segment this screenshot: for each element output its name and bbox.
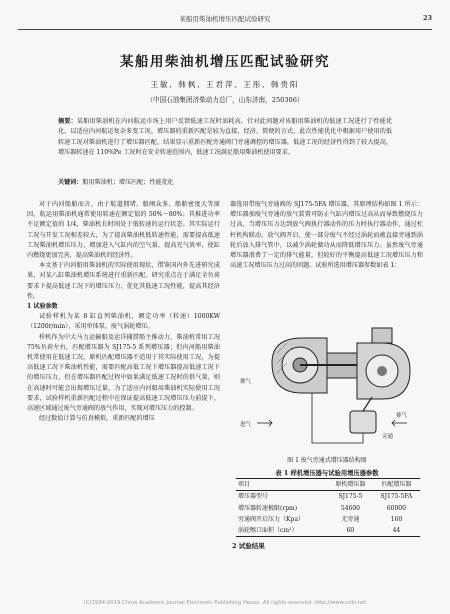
table-cell: 160 [390,515,403,523]
figure-caption: 图 1 废气旁通式增压器结构图 [287,457,367,464]
header-rule [18,29,432,30]
table-row [236,503,420,514]
table-header-cell: 原机增压器 [335,481,366,488]
body-paragraph: 器选用带废气旁通阀的 SJ175-5FA 增压器，其原理结构如图 1 所示：增压器加废气旁通的放气装置可防止气缸内增压过高从而导致燃烧压力过高，当增压压力达到放气阀执行器动作的压力时执行器动作，通过杠杆机构联动，放气阀开启，使一部分废气不经过涡轮而被直接旁通到涡轮后放入排气管中，以减少涡轮做功从而降低增压压力。虽然废气旁通增压器浪费了一定的排气能量，但较好的平衡提高低速工况增压压力和高速工况增压压力过高的问题。试验所选用增压器参数如表 1： [230,201,423,270]
figure-label-bypass: 旁通 [382,434,394,440]
intro-paragraph: 本文基于内河船用柴油机的实际使用现状，借鉴国内外先进研究成果，对某八缸柴油机增压系统进行重新匹配。研究重点在于满足全负荷要求下提高低速工况下的增压压力，优化其低速工况性能，提高其经济性。 [27,262,220,300]
keywords-label: 关键词： [58,179,83,186]
running-header [18,14,432,26]
parameter-table [236,478,420,537]
body-paragraph: 试验样机为某 8 缸直列柴油机，额定功率（转速）1000KW（1200r/min），采用单体泵，废气涡轮增压。 [27,313,220,331]
copyright-footer: (C)1994-2019 China Academic Journal Electronic Publishing House. All rights reserved. http://www.cnki.net [83,600,367,606]
table-cell: 44 [392,527,401,535]
paper-title: 某船用柴油机增压匹配试验研究 [120,54,330,70]
running-title: 某船用柴油机增压匹配试验研究 [179,15,271,23]
turbocharger-figure [232,323,422,453]
right-column [230,200,423,271]
affiliation: （中国石油集团济柴动力总厂，山东济南，250306） [146,96,304,104]
table-row [236,525,420,537]
left-column [27,200,220,424]
abstract [58,117,392,158]
table-header-cell: 匹配增压器 [381,481,412,488]
figure-label-exhaust: 排气 [396,413,408,419]
table-cell: 无旁通 [341,515,360,523]
table-cell: SJ175-5FA [380,493,413,501]
keywords [58,178,392,188]
table-cell: 旁通阀开启压力（Kpa） [238,515,304,523]
table-header-cell: 项目 [238,481,251,488]
intro-paragraph: 对于内河船舶而言，由于航道拥堵、船闸众多、船舶密度大等原因，航运用柴油机通常使用转速在额定值的 50%～80%；其推进功率不足额定值的 1/4，柴油机长时间处于低转速的运行状态。其实际运行工况与开发工况相差较大，为了提高柴油机低转速性能，需要提高低速工况柴油机增压压力，增加进入气缸内的空气量，提高充气效率，使缸内燃烧更加完善，提高柴油机的经济性。 [27,201,220,260]
table-cell: 增压器型号 [238,493,269,501]
keywords-text: 船用柴油机；增压匹配；性能优化 [82,179,174,186]
table-cell: 60 [346,527,355,535]
body-paragraph: 经过数值计算与仿真模拟，重新匹配的增压 [39,415,155,423]
section-2-heading: 2 试验结果 [232,542,265,550]
table-cell: 54600 [340,504,360,512]
table-cell: 涡轮喉口面积（cm²） [238,527,298,535]
table-cell: 60000 [386,504,406,512]
table-cell: 增压器转速极限(rpm) [238,504,298,512]
abstract-text: 某船用柴油机在内河航运市场上用户反馈低速工况时油耗高，针对此问题对该船用柴油机的低速工况进行了性能优化，以适应内河航运复杂多变工况。增压器的重新匹配是较为直接、经济、简便的方式，此次性能优化中根据用户使用的低转速工况对柴油机进行了增压器匹配，结果显示重新匹配旁通阀门旁通调控的增压器，低速工况的经济性得到了较大提高，增压器转速在 110%Pe 工况时在安全转速范围内，低速工况满足船用柴油机使用要求。 [58,118,393,156]
table-header-row [236,479,420,491]
page-number: 23 [422,14,432,22]
table-caption: 表 1 样机增压器与试验用增压器参数 [275,470,379,477]
figure-label-intake: 进气 [240,422,252,428]
authors: 王敏, 韩枫, 王君萍, 王彤, 韩贵阳 [150,80,300,89]
table-row [236,514,420,525]
section-1-heading: 1 试验参数 [27,303,58,311]
figure-label-exhaust: 排气 [240,379,252,385]
body-paragraph: 样机作为中大马力运输船及运洋捕捞船主推动力，柴油机常用工况 75%负荷左右，匹配增压器为 SJ175-5 系列增压器；但内河船用柴油机常使用在低速工况，原机匹配增压器不适用于其实际使用工况，为提高低速工况下柴油机性能，需要匹配高低工况下增压器提高低速工况下的增压压力，但在增压器匹配过程中如果满足低速工况时的供气量，则在高速时可能会出现增压过量，为了适应内河船用柴油机实际使用工况要求，试验样机重新匹配过程中在保证提高低速工况增压压力前提下，高速区域通过废气旁通阀的放气作用，实现对增压压力的控制。 [27,333,220,413]
abstract-label: 摘要： [58,118,77,125]
table-row [236,491,420,503]
table-cell: SJ175-5 [338,493,363,501]
